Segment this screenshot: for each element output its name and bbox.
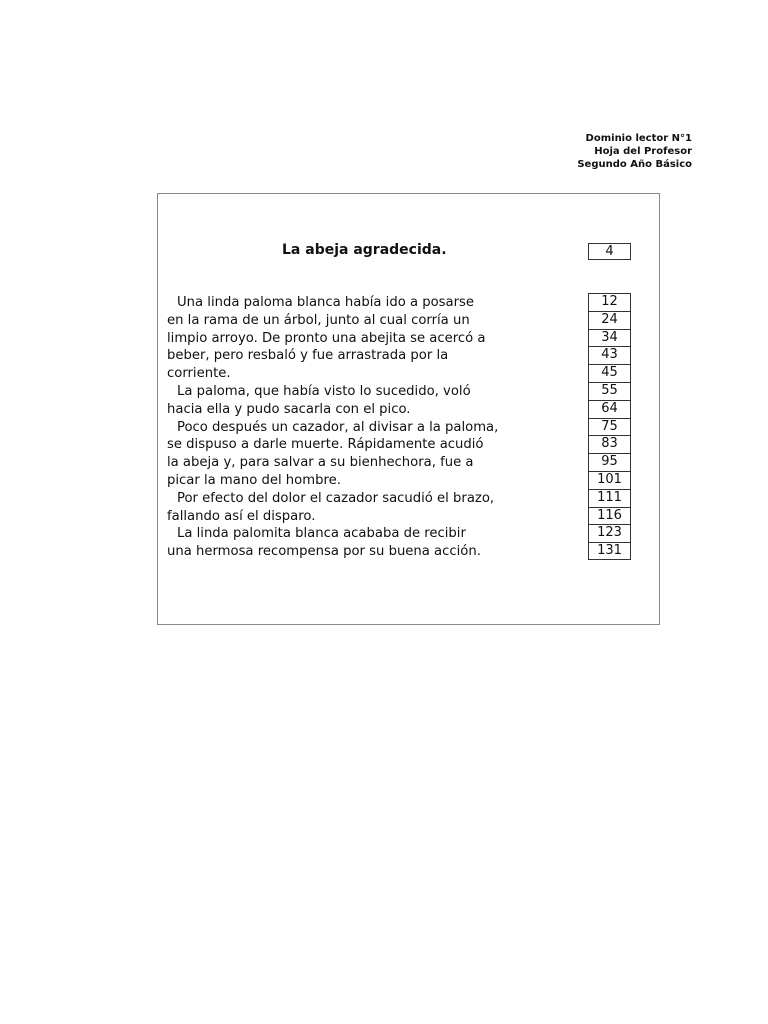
word-count-cell: 131 — [588, 542, 631, 560]
story-line-text: hacia ella y pudo sacarla con el pico. — [167, 401, 411, 417]
story-line — [167, 508, 587, 526]
story-line-text: Por efecto del dolor el cazador sacudió el brazo, — [177, 490, 495, 506]
story-title: La abeja agradecida. — [282, 242, 447, 258]
story-line-text: la abeja y, para salvar a su bienhechora, fue a — [167, 455, 474, 471]
story-line — [167, 454, 587, 472]
story-line-text: fallando así el disparo. — [167, 508, 316, 524]
header-grade: Segundo Año Básico — [577, 159, 692, 170]
word-count-cell: 34 — [588, 329, 631, 347]
story-line-text: beber, pero resbaló y fue arrastrada por la — [167, 348, 449, 364]
word-count-cell: 43 — [588, 346, 631, 364]
story-text — [167, 294, 587, 561]
word-count-cell: 64 — [588, 400, 631, 418]
story-line-text: se dispuso a darle muerte. Rápidamente acudió — [167, 437, 484, 453]
story-line — [167, 525, 587, 543]
story-line-text: una hermosa recompensa por su buena acción. — [167, 544, 481, 560]
word-count-cell: 12 — [588, 293, 631, 311]
word-count-cell: 123 — [588, 524, 631, 542]
story-line — [167, 419, 587, 437]
story-line-text: en la rama de un árbol, junto al cual corría un — [167, 312, 470, 328]
story-line — [167, 472, 587, 490]
word-count-cell: 83 — [588, 435, 631, 453]
story-line — [167, 490, 587, 508]
story-line — [167, 543, 587, 561]
story-line-text: Poco después un cazador, al divisar a la paloma, — [177, 419, 499, 435]
reading-frame — [157, 193, 660, 625]
story-line-text: corriente. — [167, 366, 231, 382]
word-count-cell: 116 — [588, 507, 631, 525]
document-header — [577, 132, 692, 171]
title-word-count: 4 — [588, 243, 631, 260]
word-count-column — [588, 293, 631, 560]
story-line — [167, 347, 587, 365]
word-count-cell: 55 — [588, 382, 631, 400]
story-line — [167, 330, 587, 348]
story-line — [167, 401, 587, 419]
story-line — [167, 312, 587, 330]
story-line-text: Una linda paloma blanca había ido a posarse — [177, 295, 475, 310]
word-count-cell: 75 — [588, 418, 631, 436]
story-line-text: limpio arroyo. De pronto una abejita se acercó a — [167, 330, 486, 346]
word-count-cell: 111 — [588, 489, 631, 507]
word-count-cell: 45 — [588, 364, 631, 382]
story-line-text: La paloma, que había visto lo sucedido, voló — [177, 383, 471, 399]
story-line — [167, 365, 587, 383]
word-count-cell: 101 — [588, 471, 631, 489]
word-count-cell: 95 — [588, 453, 631, 471]
story-line — [167, 383, 587, 401]
story-line-text: picar la mano del hombre. — [167, 472, 341, 488]
story-line — [167, 294, 587, 312]
header-subtitle: Hoja del Profesor — [594, 146, 692, 157]
word-count-cell: 24 — [588, 311, 631, 329]
story-line — [167, 436, 587, 454]
header-title: Dominio lector N°1 — [585, 133, 692, 144]
story-line-text: La linda palomita blanca acababa de recibir — [177, 526, 466, 542]
